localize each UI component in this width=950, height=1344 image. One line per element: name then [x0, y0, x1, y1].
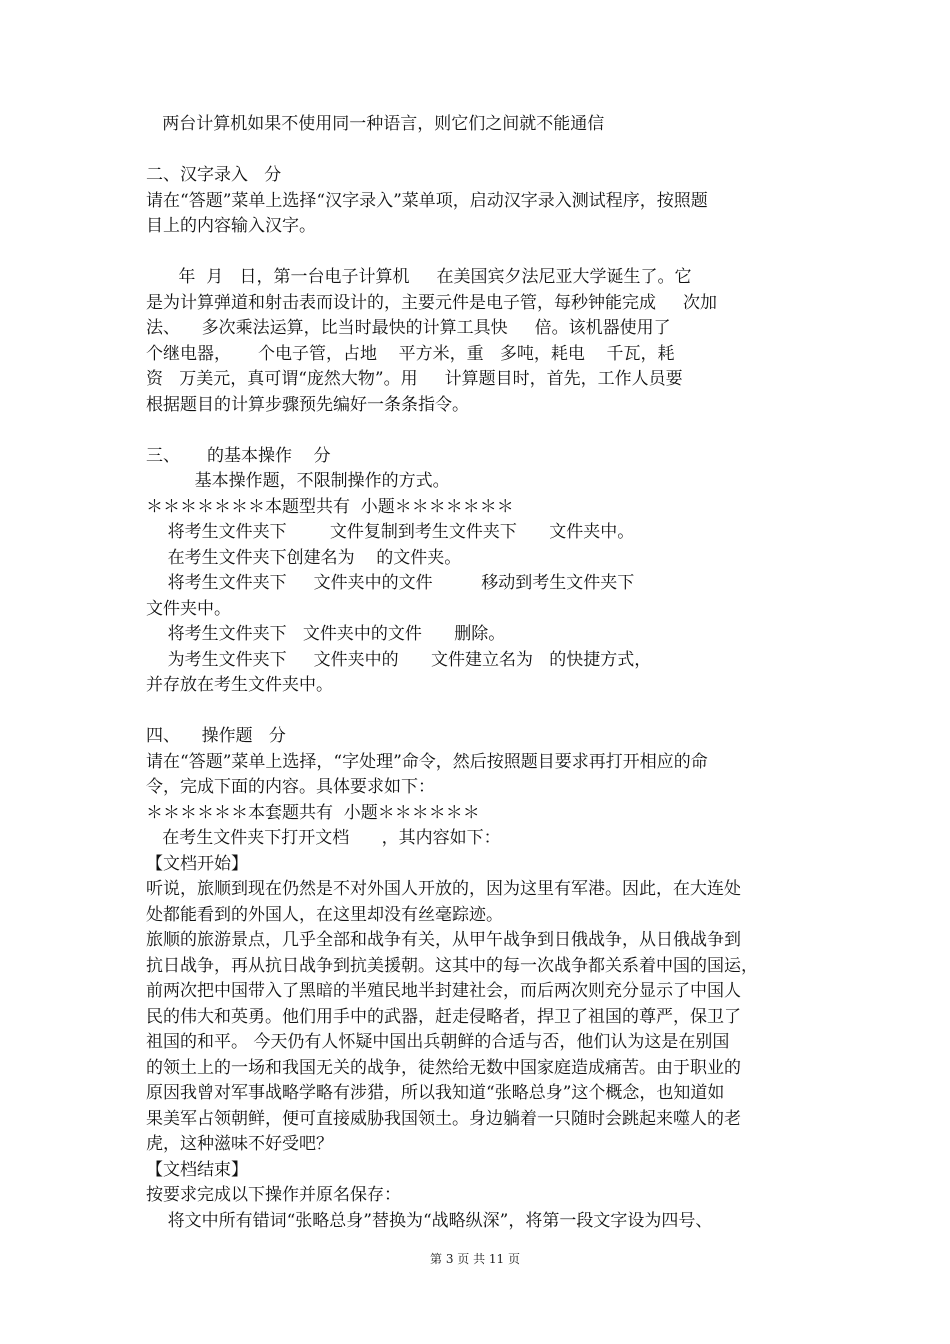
text-line: 请在“答题”菜单上选择“汉字录入”菜单项，启动汉字录入测试程序，按照题 [146, 190, 708, 211]
text-line: 法、 多次乘法运算，比当时最快的计算工具快 倍。该机器使用了 [146, 318, 671, 338]
text-line: 四、 操作题 分 [146, 726, 286, 746]
text-line: 根据题目的计算步骤预先编好一条条指令。 [146, 394, 469, 415]
blank-line [146, 699, 810, 725]
blank-line [146, 138, 810, 164]
text-line: 民的伟大和英勇。他们用手中的武器，赶走侵略者，捍卫了祖国的尊严，保卫了 [146, 1006, 741, 1027]
text-line: 的领土上的一场和我国无关的战争，徒然给无数中国家庭造成痛苦。由于职业的 [146, 1057, 741, 1078]
text-line: 目上的内容输入汉字。 [146, 216, 316, 236]
text-line: ＊＊＊＊＊＊本套题共有 小题＊＊＊＊＊＊ [146, 802, 480, 823]
text-line: 将考生文件夹下 文件夹中的文件 删除。 [146, 624, 506, 644]
text-line: 将考生文件夹下 文件夹中的文件 移动到考生文件夹下 [146, 573, 635, 593]
text-line: 将考生文件夹下 文件复制到考生文件夹下 文件夹中。 [146, 522, 635, 542]
text-line: 年 月 日，第一台电子计算机 在美国宾夕法尼亚大学诞生了。它 [146, 267, 692, 287]
page-footer: 第 3 页 共 11 页 [430, 1252, 520, 1266]
text-line: 处都能看到的外国人，在这里却没有丝毫踪迹。 [146, 904, 503, 925]
text-line: 个继电器， 个电子管，占地 平方米，重 多吨，耗电 千瓦，耗 [146, 343, 675, 364]
text-line: 资 万美元，真可谓“庞然大物”。用 计算题目时，首先，工作人员要 [146, 369, 683, 389]
text-line: 原因我曾对军事战略学略有涉猎，所以我知道“张略总身”这个概念，也知道如 [146, 1083, 725, 1103]
text-line: 二、汉字录入 分 [146, 165, 282, 185]
text-line: 文件夹中。 [146, 598, 231, 619]
text-line: 三、 的基本操作 分 [146, 445, 331, 466]
text-line: 【文档开始】 [146, 853, 248, 874]
text-line: ＊＊＊＊＊＊＊本题型共有 小题＊＊＊＊＊＊＊ [146, 496, 514, 517]
text-line: 抗日战争，再从抗日战争到抗美援朝。这其中的每一次战争都关系着中国的国运， [146, 955, 758, 976]
text-line: 是为计算弹道和射击表而设计的，主要元件是电子管，每秒钟能完成 次加 [146, 292, 718, 313]
text-line: 按要求完成以下操作并原名保存： [146, 1185, 401, 1205]
text-line: 在考生文件夹下打开文档 ，其内容如下： [146, 828, 501, 848]
document-body [146, 112, 810, 1234]
text-line: 祖国的和平。 今天仍有人怀疑中国出兵朝鲜的合适与否，他们认为这是在别国 [146, 1032, 730, 1052]
text-line: 旅顺的旅游景点，几乎全部和战争有关，从甲午战争到日俄战争，从日俄战争到 [146, 930, 741, 950]
text-line: 两台计算机如果不使用同一种语言，则它们之间就不能通信 [146, 114, 605, 134]
text-line: 虎，这种滋味不好受吧？ [146, 1134, 333, 1154]
blank-line [146, 418, 810, 444]
text-line: 并存放在考生文件夹中。 [146, 675, 333, 695]
text-line: 基本操作题，不限制操作的方式。 [146, 471, 450, 491]
text-line: 【文档结束】 [146, 1159, 248, 1180]
text-line: 将文中所有错词“张略总身”替换为“战略纵深”，将第一段文字设为四号、 [146, 1210, 713, 1231]
text-line: 在考生文件夹下创建名为 的文件夹。 [146, 547, 462, 568]
text-line: 听说，旅顺到现在仍然是不对外国人开放的，因为这里有军港。因此，在大连处 [146, 879, 741, 899]
text-line: 果美军占领朝鲜，便可直接威胁我国领土。身边躺着一只随时会跳起来噬人的老 [146, 1108, 741, 1129]
blank-line [146, 240, 810, 266]
text-line: 请在“答题”菜单上选择，“字处理”命令，然后按照题目要求再打开相应的命 [146, 751, 708, 772]
text-line: 前两次把中国带入了黑暗的半殖民地半封建社会，而后两次则充分显示了中国人 [146, 981, 741, 1001]
text-line: 为考生文件夹下 文件夹中的 文件建立名为 的快捷方式， [146, 649, 652, 670]
text-line: 令，完成下面的内容。具体要求如下： [146, 777, 435, 797]
